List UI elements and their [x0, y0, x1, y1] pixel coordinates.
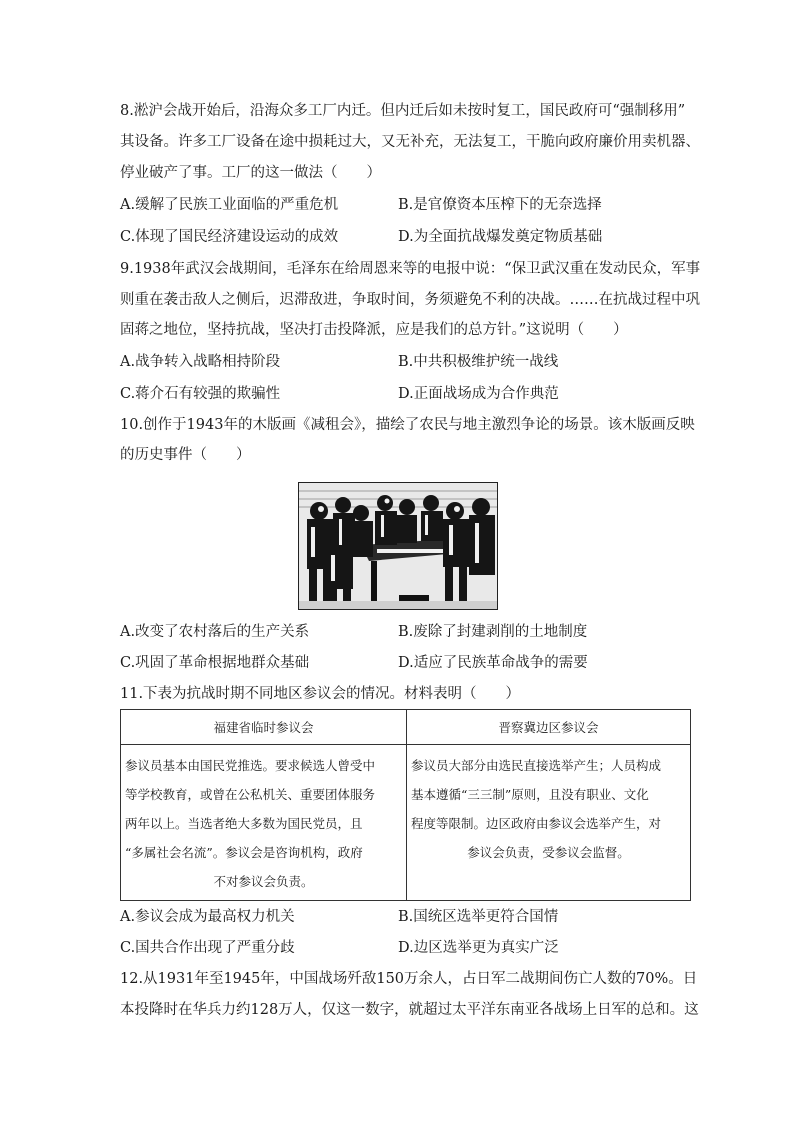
table-cell-jinchaji [407, 745, 691, 901]
q10-option-d: D.适应了民族革命战争的需要 [398, 655, 588, 671]
q12-stem-line-1: 12.从1931年至1945年，中国战场歼敌150万余人，占日军二战期间伤亡人数的70%。日 [120, 971, 698, 987]
woodcut-image [298, 482, 498, 610]
q8-stem-line-2: 其设备。许多工厂设备在途中损耗过大，又无补充，无法复工，干脆向政府廉价用卖机器、 [120, 134, 700, 150]
q11-stem: 11.下表为抗战时期不同地区参议会的情况。材料表明（ ） [120, 686, 521, 702]
q12-stem-line-2: 本投降时在华兵力约128万人，仅这一数字，就超过太平洋东南亚各战场上日军的总和。这 [120, 1002, 699, 1018]
q9-stem-line-1: 9.1938年武汉会战期间，毛泽东在给周恩来等的电报中说：“保卫武汉重在发动民众，军事 [120, 261, 701, 277]
q11-option-d: D.边区选举更为真实广泛 [398, 940, 559, 956]
jinchaji-line-2: 基本遵循“三三制”原则，且没有职业、文化 [411, 787, 649, 802]
jinchaji-line-4: 参议会负责，受参议会监督。 [467, 845, 630, 860]
q8-stem-line-3: 停业破产了事。工厂的这一做法（ ） [120, 165, 381, 181]
fujian-line-5: 不对参议会负责。 [213, 874, 314, 889]
fujian-line-2: 等学校教育，或曾在公私机关、重要团体服务 [125, 787, 376, 802]
q10-option-a: A.改变了农村落后的生产关系 [120, 624, 310, 640]
q9-option-b: B.中共积极维护统一战线 [398, 354, 559, 370]
q11-option-a: A.参议会成为最高权力机关 [120, 909, 295, 925]
q8-option-c: C.体现了国民经济建设运动的成效 [120, 229, 339, 245]
table-header-jinchaji: 晋察冀边区参议会 [407, 710, 691, 745]
q10-stem-line-1: 10.创作于1943年的木版画《减租会》，描绘了农民与地主激烈争论的场景。该木版画反映 [120, 417, 695, 433]
fujian-line-1: 参议员基本由国民党推选。要求候选人曾受中 [125, 758, 376, 773]
q9-option-d: D.正面战场成为合作典范 [398, 386, 559, 402]
q9-option-c: C.蒋介石有较强的欺骗性 [120, 386, 281, 402]
fujian-line-4: “多属社会名流”。参议会是咨询机构，政府 [125, 845, 363, 860]
q11-option-c: C.国共合作出现了严重分歧 [120, 940, 295, 956]
table-header-fujian: 福建省临时参议会 [121, 710, 407, 745]
table-header-row [121, 710, 691, 745]
q10-stem-line-2: 的历史事件（ ） [120, 447, 251, 463]
q8-option-d: D.为全面抗战爆发奠定物质基础 [398, 229, 603, 245]
q8-stem-line-1: 8.淞沪会战开始后，沿海众多工厂内迁。但内迁后如未按时复工，国民政府可“强制移用” [120, 103, 686, 119]
q9-option-a: A.战争转入战略相持阶段 [120, 354, 281, 370]
fujian-line-3: 两年以上。当选者绝大多数为国民党员，且 [125, 816, 363, 831]
table-cell-fujian [121, 745, 407, 901]
q8-option-a: A.缓解了民族工业面临的严重危机 [120, 197, 339, 213]
jinchaji-line-3: 程度等限制。边区政府由参议会选举产生，对 [411, 816, 662, 831]
jinchaji-line-1: 参议员大部分由选民直接选举产生；人员构成 [411, 758, 662, 773]
q9-stem-line-2: 则重在袭击敌人之侧后，迟滞敌进，争取时间，务须避免不利的决战。……在抗战过程中巩 [120, 292, 700, 308]
q8-option-b: B.是官僚资本压榨下的无奈选择 [398, 197, 602, 213]
table-row [121, 745, 691, 901]
q11-option-b: B.国统区选举更符合国情 [398, 909, 559, 925]
q10-option-b: B.废除了封建剥削的土地制度 [398, 624, 588, 640]
q9-stem-line-3: 固蒋之地位，坚持抗战，坚决打击投降派，应是我们的总方针。”这说明（ ） [120, 322, 628, 338]
assembly-comparison-table [120, 709, 691, 901]
q10-option-c: C.巩固了革命根据地群众基础 [120, 655, 310, 671]
woodcut-illustration [299, 483, 497, 609]
